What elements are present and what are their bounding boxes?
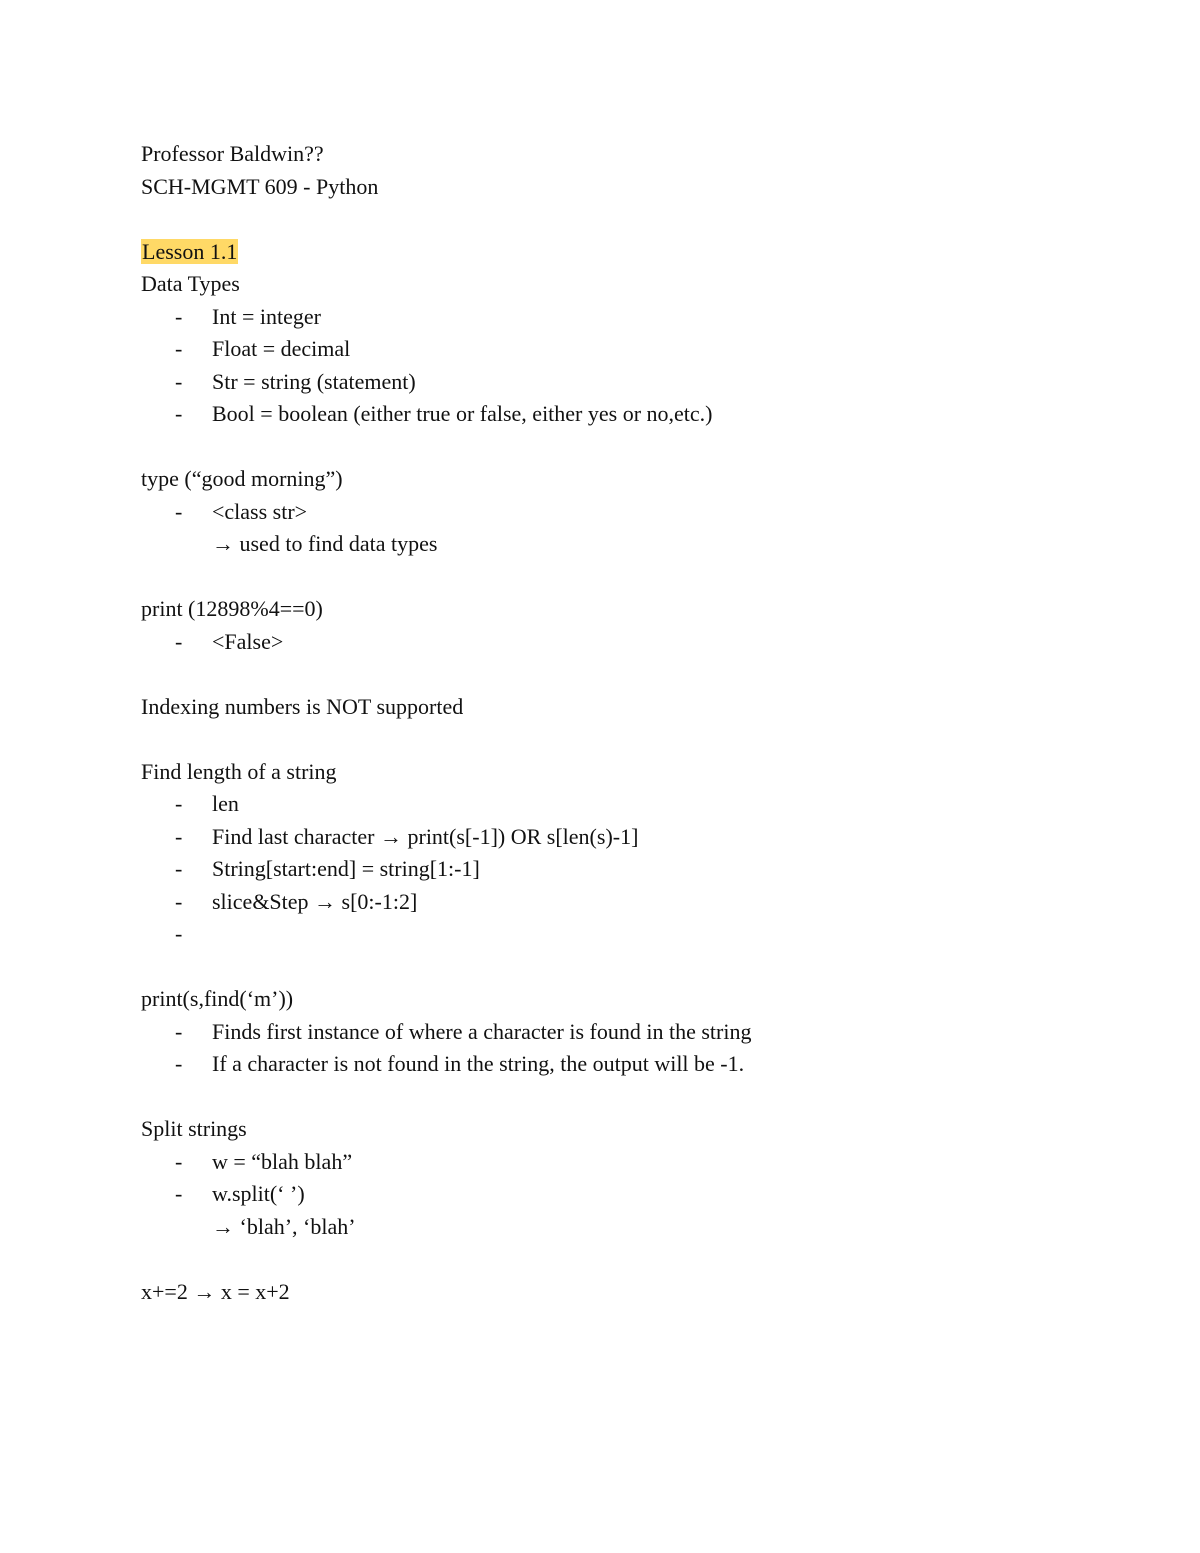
type-note: → used to find data types bbox=[212, 531, 438, 556]
list-item-text: If a character is not found in the string, the output will be -1. bbox=[212, 1051, 745, 1076]
list-item-text: <class str> bbox=[212, 498, 308, 524]
list-item bbox=[141, 496, 1121, 529]
bullet-dash: - bbox=[175, 498, 183, 524]
list-item bbox=[141, 918, 1121, 951]
spacer bbox=[141, 431, 1121, 464]
length-heading: Find length of a string bbox=[141, 758, 337, 784]
list-item bbox=[141, 1178, 1121, 1211]
spacer bbox=[141, 561, 1121, 594]
bullet-dash: - bbox=[175, 368, 183, 394]
list-item-text: String[start:end] = string[1:-1] bbox=[212, 856, 480, 881]
list-item-text: Bool = boolean (either true or false, either yes or no,etc.) bbox=[212, 401, 713, 426]
list-item-text: Int = integer bbox=[212, 303, 321, 329]
list-item bbox=[141, 853, 1121, 886]
increment-note: x+=2 → x = x+2 bbox=[141, 1278, 290, 1304]
spacer bbox=[141, 723, 1121, 756]
split-note: → ‘blah’, ‘blah’ bbox=[212, 1213, 356, 1239]
list-item-text: len bbox=[212, 791, 239, 816]
document-body bbox=[141, 138, 1121, 1308]
spacer bbox=[141, 658, 1121, 691]
header-course: SCH-MGMT 609 - Python bbox=[141, 173, 379, 199]
bullet-dash: - bbox=[175, 336, 183, 361]
lesson-heading bbox=[141, 236, 1121, 269]
list-item-text: <False> bbox=[212, 628, 284, 654]
list-item-text: Str = string (statement) bbox=[212, 368, 416, 394]
bullet-dash: - bbox=[175, 1051, 183, 1076]
list-item bbox=[141, 1048, 1121, 1081]
list-item bbox=[141, 1146, 1121, 1179]
find-code: print(s,find(‘m’)) bbox=[141, 986, 294, 1011]
bullet-dash: - bbox=[175, 628, 183, 654]
list-item-text: slice&Step → s[0:-1:2] bbox=[212, 888, 418, 914]
bullet-dash: - bbox=[175, 823, 183, 849]
bullet-dash: - bbox=[175, 303, 183, 329]
indexing-note: Indexing numbers is NOT supported bbox=[141, 693, 464, 719]
bullet-dash: - bbox=[175, 856, 183, 881]
list-item bbox=[141, 398, 1121, 431]
bullet-dash: - bbox=[175, 921, 183, 946]
type-code: type (“good morning”) bbox=[141, 466, 343, 491]
bullet-dash: - bbox=[175, 888, 183, 914]
lesson-label: Lesson 1.1 bbox=[142, 238, 238, 264]
list-item bbox=[141, 821, 1121, 854]
list-item bbox=[141, 366, 1121, 399]
bullet-dash: - bbox=[175, 791, 183, 816]
split-heading: Split strings bbox=[141, 1116, 247, 1141]
print-code: print (12898%4==0) bbox=[141, 596, 323, 621]
spacer bbox=[141, 1243, 1121, 1276]
bullet-dash: - bbox=[175, 401, 183, 426]
list-item bbox=[141, 886, 1121, 919]
list-item bbox=[141, 626, 1121, 659]
bullet-dash: - bbox=[175, 1018, 183, 1044]
list-item-text: Finds first instance of where a character is found in the string bbox=[212, 1018, 752, 1044]
list-item-text: w = “blah blah” bbox=[212, 1148, 353, 1174]
list-item-text: Float = decimal bbox=[212, 336, 351, 361]
spacer bbox=[141, 203, 1121, 236]
data-types-heading: Data Types bbox=[141, 271, 240, 296]
list-item bbox=[141, 333, 1121, 366]
header-professor: Professor Baldwin?? bbox=[141, 141, 324, 166]
list-item bbox=[141, 1016, 1121, 1049]
list-item bbox=[141, 301, 1121, 334]
spacer bbox=[141, 951, 1121, 984]
list-item-text: w.split(‘ ’) bbox=[212, 1181, 305, 1206]
list-item-text: Find last character → print(s[-1]) OR s[len(s)-1] bbox=[212, 823, 639, 849]
list-item bbox=[141, 788, 1121, 821]
bullet-dash: - bbox=[175, 1181, 183, 1206]
bullet-dash: - bbox=[175, 1148, 183, 1174]
spacer bbox=[141, 1081, 1121, 1114]
